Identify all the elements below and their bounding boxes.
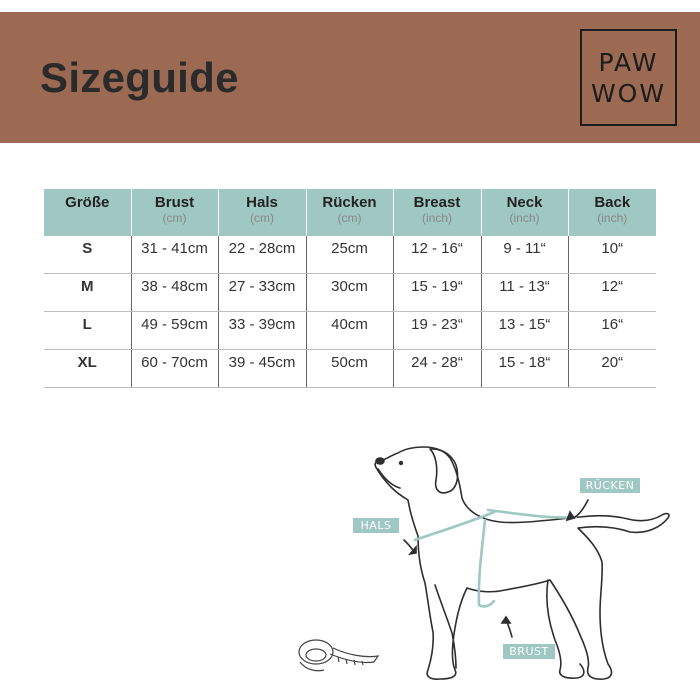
table-cell: 9 - 11“ <box>481 236 568 274</box>
table-cell: 30cm <box>306 274 393 312</box>
column-header-back-inch: Back (inch) <box>568 189 656 236</box>
label-chest: BRUST <box>503 644 555 659</box>
column-header-chest-cm: Brust (cm) <box>131 189 218 236</box>
table-cell: 49 - 59cm <box>131 312 218 350</box>
back-strap <box>488 510 576 517</box>
table-cell: 25cm <box>306 236 393 274</box>
table-cell: 15 - 18“ <box>481 350 568 388</box>
table-cell: S <box>44 236 131 274</box>
column-header-neck-cm: Hals (cm) <box>218 189 306 236</box>
column-header-neck-inch: Neck (inch) <box>481 189 568 236</box>
table-cell: 20“ <box>568 350 656 388</box>
measuring-tape-icon <box>299 640 378 671</box>
table-cell: 24 - 28“ <box>393 350 481 388</box>
label-neck: HALS <box>353 518 399 533</box>
table-cell: 12 - 16“ <box>393 236 481 274</box>
table-cell: 10“ <box>568 236 656 274</box>
table-cell: 12“ <box>568 274 656 312</box>
page-title: Sizeguide <box>40 54 239 101</box>
column-header-back-cm: Rücken (cm) <box>306 189 393 236</box>
table-cell: 27 - 33cm <box>218 274 306 312</box>
table-cell: 31 - 41cm <box>131 236 218 274</box>
table-cell: 15 - 19“ <box>393 274 481 312</box>
table-cell: M <box>44 274 131 312</box>
table-cell: 33 - 39cm <box>218 312 306 350</box>
table-cell: 38 - 48cm <box>131 274 218 312</box>
logo-line-1: PAW <box>598 47 659 77</box>
arrow-head-icon <box>502 617 510 623</box>
table-cell: 40cm <box>306 312 393 350</box>
dog-nose <box>376 458 384 464</box>
curved-arrow-icon <box>574 500 588 518</box>
table-cell: 16“ <box>568 312 656 350</box>
table-cell: 19 - 23“ <box>393 312 481 350</box>
table-cell: 50cm <box>306 350 393 388</box>
column-header-breast-inch: Breast (inch) <box>393 189 481 236</box>
table-cell: 22 - 28cm <box>218 236 306 274</box>
table-cell: 13 - 15“ <box>481 312 568 350</box>
label-back: RÜCKEN <box>580 478 640 493</box>
arrow-head-icon <box>567 512 574 520</box>
chest-strap <box>479 520 494 606</box>
dog-eye <box>400 462 403 465</box>
column-header-size: Größe <box>44 189 131 236</box>
table-cell: L <box>44 312 131 350</box>
table-cell: XL <box>44 350 131 388</box>
table-cell: 60 - 70cm <box>131 350 218 388</box>
dog-ear <box>430 449 458 493</box>
table-cell: 39 - 45cm <box>218 350 306 388</box>
table-cell: 11 - 13“ <box>481 274 568 312</box>
logo-line-2: WOW <box>590 78 667 108</box>
